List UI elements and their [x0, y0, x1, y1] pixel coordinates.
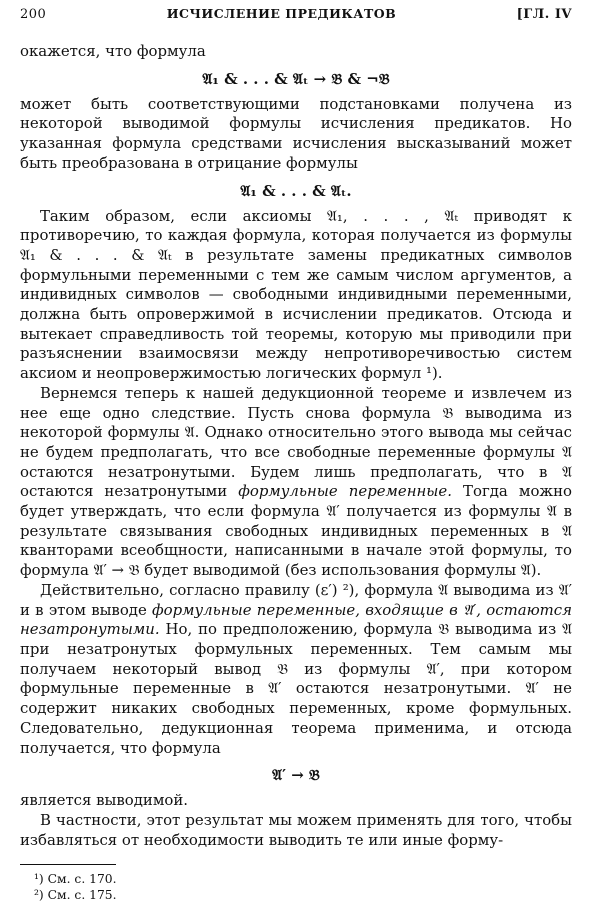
paragraph-derivable: является выводимой.: [20, 791, 189, 810]
footnote-1: ¹) См. с. 170.: [34, 872, 117, 887]
paragraph-transformation: может быть соответствующими подстановками получена из некоторой выводимой формулы исчисления предикатов. Но указанная формула средствами исчисления высказываний может быть преобразована в отрицание формулы: [20, 94, 572, 172]
proof-text-b: Но, по предположению, формула 𝔅 выводима из 𝔄 при незатронутых формульных переменных. Тем самым мы получаем некоторый вывод 𝔅 из формулы 𝔄′, при котором формульные переменные в 𝔄′ остаются незатронутыми. 𝔄′ не содержит никаких свободных переменных, кроме формульных. Следовательно, дедукционная теорема применима, и отсюда получается, что формула: [20, 620, 572, 757]
footnote-2: ²) См. с. 175.: [34, 888, 117, 903]
proof-text-a: Действительно, согласно правилу (ε′) ²), формула 𝔄 выводима из 𝔄′ и в этом выводе: [20, 580, 572, 619]
formula-1: 𝔄₁ & . . . & 𝔄ₜ → 𝔅 & ¬𝔅: [202, 69, 390, 88]
paragraph-intro: окажется, что формула: [20, 42, 206, 60]
running-head: [20, 6, 572, 26]
paragraph-application: В частности, этот результат мы можем применять для того, чтобы избавляться от необходимости выводить те или иные форму-: [20, 810, 572, 849]
deduction-text-b: Тогда можно будет утверждать, что если формула 𝔄′ получается из формулы 𝔄 в результате связывания свободных индивидных переменных в 𝔄 кванторами всеобщности, написанными в начале этой формулы, то формула 𝔄′ → 𝔅 будет выводимой (без использования формулы 𝔄).: [20, 482, 572, 580]
formula-2: 𝔄₁ & . . . & 𝔄ₜ.: [240, 181, 352, 200]
deduction-text-italic: формульные переменные.: [238, 482, 452, 501]
formula-3: 𝔄′ → 𝔅: [272, 766, 320, 785]
proof-text-italic: формульные переменные, входящие в 𝔄′, остаются незатронутыми.: [20, 600, 572, 639]
paragraph-consequence: Таким образом, если аксиомы 𝔄₁, . . . , 𝔄ₜ приводят к противоречию, то каждая формула, которая получается из формулы 𝔄₁ & . . . & 𝔄ₜ в результате замены предикатных символов формульными переменными с тем же самым числом аргументов, а индивидных символов — свободными индивидными переменными, должна быть опровержимой в исчислении предикатов. Отсюда и вытекает справедливость той теоремы, которую мы приводили при разъяснении взаимосвязи между непротиворечивостью систем аксиом и неопровержимостью логических формул ¹).: [20, 206, 572, 383]
book-page: [20, 6, 572, 903]
paragraph-deduction-theorem: [20, 384, 572, 581]
footnote-divider: [20, 864, 116, 865]
page-number: 200: [20, 7, 47, 22]
paragraph-proof: [20, 581, 572, 758]
chapter-title: ИСЧИСЛЕНИЕ ПРЕДИКАТОВ: [166, 6, 397, 21]
chapter-reference: [ГЛ. IV: [516, 7, 572, 22]
deduction-text-a: Вернемся теперь к нашей дедукционной теореме и извлечем из нее еще одно следствие. Пусть снова формула 𝔅 выводима из некоторой формулы 𝔄. Однако относительно этого вывода мы сейчас не будем предполагать, что все свободные переменные формулы 𝔄 остаются незатронутыми. Будем лишь предполагать, что в 𝔄 остаются незатронутыми: [20, 383, 572, 501]
